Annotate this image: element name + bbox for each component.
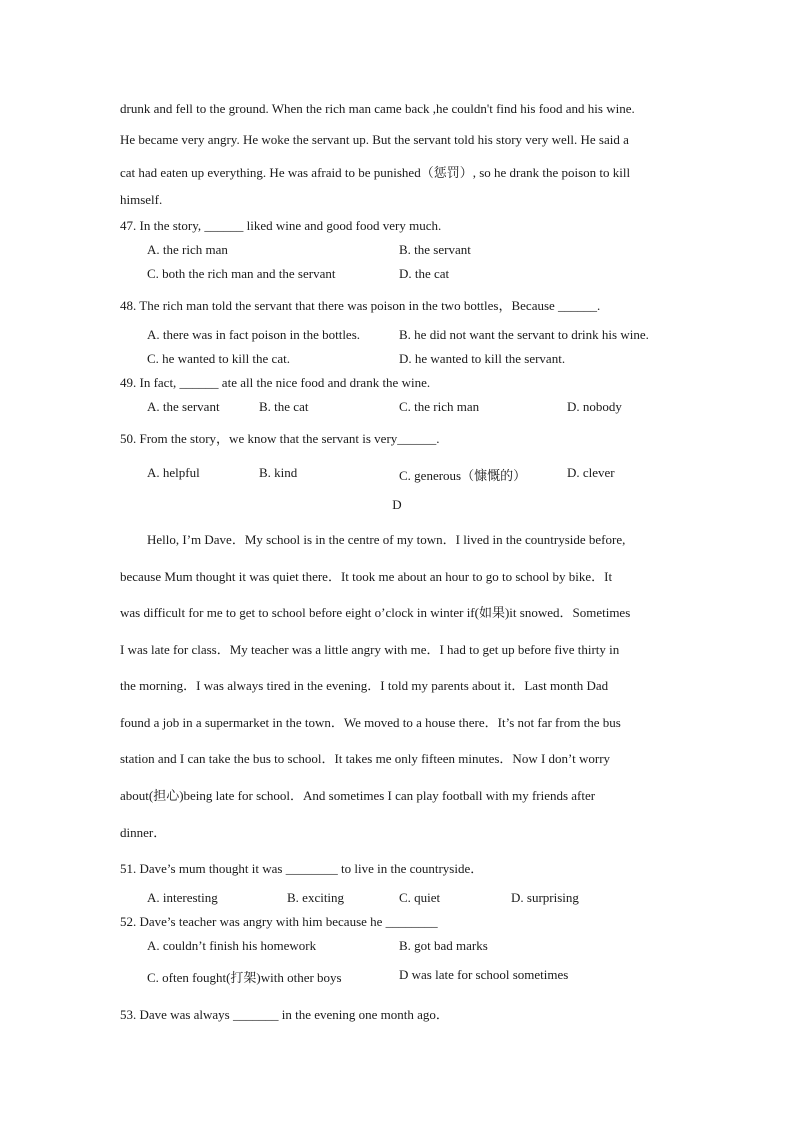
option-c: C. he wanted to kill the cat. [147, 351, 290, 366]
question-stem: 51. Dave’s mum thought it was ________ to live in the countryside． [120, 861, 484, 876]
question-stem: 52. Dave’s teacher was angry with him because he ________ [120, 914, 438, 929]
option-d: D. the cat [399, 266, 450, 281]
passage-line: station and I can take the bus to school．It takes me only fifteen minutes．Now I don’t worry [120, 751, 611, 766]
option-a: A. the rich man [147, 242, 228, 257]
option-a: A. couldn’t finish his homework [147, 938, 317, 953]
question-stem: 49. In fact, ______ ate all the nice food and drank the wine. [120, 375, 431, 390]
option-b: B. exciting [287, 890, 345, 905]
option-c: C. quiet [399, 890, 441, 905]
option-b: B. the servant [399, 242, 471, 257]
option-b: B. got bad marks [399, 938, 488, 953]
passage-line: Hello, I’m Dave．My school is in the centre of my town．I lived in the countryside before, [147, 532, 626, 547]
option-b: B. kind [259, 465, 298, 480]
passage-line: because Mum thought it was quiet there．It took me about an hour to go to school by bike．It [120, 569, 613, 584]
passage-line: was difficult for me to get to school before eight o’clock in winter if(如果)it snowed．Sometimes [120, 605, 631, 620]
option-d: D. he wanted to kill the servant. [399, 351, 566, 366]
option-c: C. generous（慷慨的） [399, 468, 527, 483]
option-a: A. helpful [147, 465, 200, 480]
option-d: D was late for school sometimes [399, 967, 569, 982]
option-a: A. there was in fact poison in the bottles. [147, 327, 361, 342]
passage-line: the morning．I was always tired in the evening．I told my parents about it．Last month Dad [120, 678, 609, 693]
section-heading: D [392, 497, 402, 512]
passage-line: himself. [120, 192, 163, 207]
option-a: A. interesting [147, 890, 218, 905]
option-b: B. the cat [259, 399, 309, 414]
passage-line: He became very angry. He woke the servant up. But the servant told his story very well. He said a [120, 132, 629, 147]
option-d: D. clever [567, 465, 615, 480]
option-a: A. the servant [147, 399, 220, 414]
passage-line: cat had eaten up everything. He was afraid to be punished（惩罚）, so he drank the poison to kill [120, 165, 631, 180]
option-b: B. he did not want the servant to drink his wine. [399, 327, 649, 342]
option-d: D. nobody [567, 399, 622, 414]
question-stem: 53. Dave was always _______ in the evening one month ago． [120, 1007, 449, 1022]
option-c: C. the rich man [399, 399, 480, 414]
passage-line: found a job in a supermarket in the town．We moved to a house there．It’s not far from the bus [120, 715, 621, 730]
option-d: D. surprising [511, 890, 579, 905]
passage-line: drunk and fell to the ground. When the rich man came back ,he couldn't find his food and his wine. [120, 101, 635, 116]
option-c: C. often fought(打架)with other boys [147, 970, 342, 985]
passage-line: about(担心)being late for school．And sometimes I can play football with my friends after [120, 788, 596, 803]
question-stem: 50. From the story，we know that the servant is very______. [120, 431, 440, 446]
question-stem: 48. The rich man told the servant that there was poison in the two bottles，Because ______. [120, 298, 601, 313]
option-c: C. both the rich man and the servant [147, 266, 336, 281]
passage-line: dinner． [120, 825, 167, 840]
passage-line: I was late for class．My teacher was a little angry with me．I had to get up before five thirty in [120, 642, 620, 657]
question-stem: 47. In the story, ______ liked wine and good food very much. [120, 218, 442, 233]
